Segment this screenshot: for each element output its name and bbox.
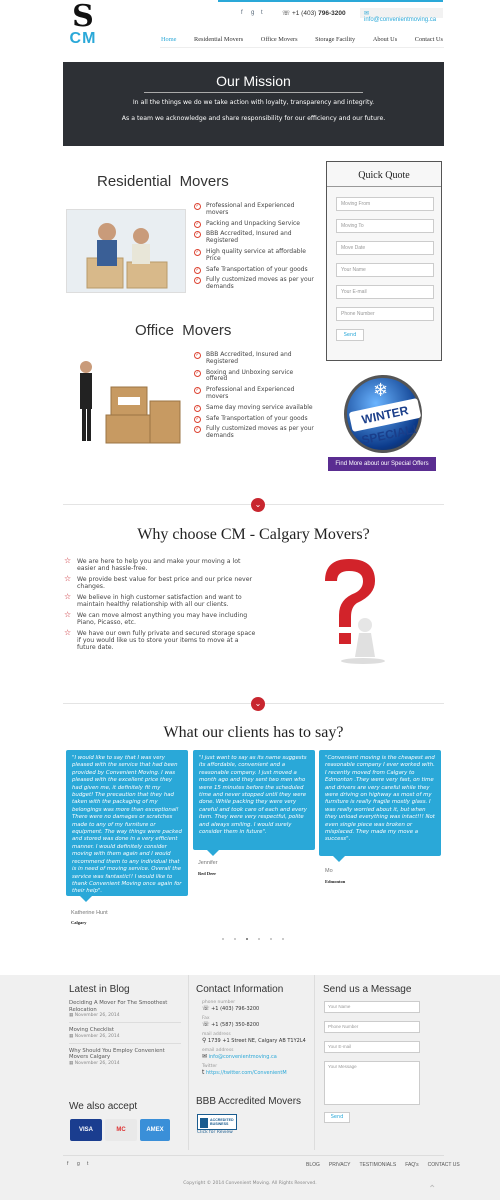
footer-link-privacy[interactable]: PRIVACY: [328, 1162, 351, 1168]
residential-heading: [97, 173, 229, 190]
header-email[interactable]: [360, 8, 443, 23]
phone-icon: ☏: [202, 1005, 210, 1012]
carousel-dot[interactable]: [234, 938, 236, 940]
facebook-icon[interactable]: f: [67, 1161, 69, 1167]
mission-rule: [144, 92, 363, 93]
amex-card-icon: AMEX: [140, 1119, 170, 1141]
footer-link-faq[interactable]: FAQ's: [405, 1162, 419, 1168]
main-nav: [160, 34, 444, 48]
chevron-down-icon[interactable]: ⌄: [251, 498, 265, 512]
message-textarea[interactable]: Your Message: [324, 1061, 420, 1105]
bbb-badge[interactable]: [197, 1114, 237, 1130]
list-item: ✓ Professional and Experienced movers: [195, 202, 295, 216]
header-phone[interactable]: [282, 9, 346, 17]
testimonial-name: Katherine Hunt: [71, 910, 108, 916]
check-icon: ✓: [195, 203, 200, 209]
testimonial-card: [66, 750, 188, 896]
twitter-icon[interactable]: t: [87, 1161, 89, 1167]
star-icon: ☆: [64, 574, 72, 583]
phone-prefix: +1 (403): [291, 10, 317, 17]
phone-main: 796-3200: [318, 10, 346, 17]
moving-to-input[interactable]: Moving To: [336, 219, 434, 233]
blog-post-date: ▦ November 26, 2014: [69, 1033, 120, 1039]
list-item: ✓ Packing and Unpacking Service: [195, 219, 300, 227]
message-name-input[interactable]: Your Name: [324, 1001, 420, 1013]
residential-heading-a: Residential: [97, 173, 172, 190]
office-heading-a: Office: [135, 322, 174, 339]
bbb-review-link[interactable]: Click for Review: [197, 1130, 233, 1135]
contact-list: [202, 1000, 310, 1076]
list-item: ✓ Fully customized moves as per your demands: [195, 276, 314, 291]
special-offers-button[interactable]: Find More about our Special Offers: [328, 457, 436, 471]
testimonial-company: Red Deer: [198, 871, 217, 876]
facebook-icon[interactable]: f: [241, 10, 243, 16]
list-item: ✓ Same day moving service available: [195, 403, 313, 411]
list-item: ☆ We can move almost anything you may have including Piano, Picasso, etc.: [64, 610, 248, 626]
copyright-text: Copyright © 2014 Convenient Moving. All Rights Reserved.: [183, 1181, 317, 1186]
clients-heading: What our clients has to say?: [163, 724, 344, 741]
list-item: ☆ We provide best value for best price and our price never changes.: [64, 574, 253, 590]
testimonial-card: [193, 750, 315, 850]
mail-icon: ✉: [202, 1053, 208, 1060]
blog-heading: Latest in Blog: [69, 984, 130, 995]
testimonial-text: "I would like to say that I was very pleased with the service that had been provided by Convenient Moving. I was pleased with the excellent price they had given me, it definitely fit my budget! The precaution that they had taken with the packaging of my belongings was more than exceptional! There were no damages or scratches made to any of my furniture or equipment. The way things were packed and stored was done in a very efficient manner. I would definitely consider moving with them again and I would recommend them to any individual that is in need of moving service. Overall the service was fantastic!! I would like to thank Convenient Moving once again for their help".: [72, 755, 182, 895]
phone-icon: ☏: [282, 10, 291, 17]
bbb-logo-icon: [200, 1118, 208, 1128]
list-item: ☆ We believe in high customer satisfaction and want to maintain healthy relationship with all our clients.: [64, 592, 242, 608]
winter-special-label: WINTER SPECIAL!: [349, 398, 422, 432]
bbb-heading: BBB Accredited Movers: [196, 1096, 302, 1107]
star-icon: ☆: [64, 610, 72, 619]
residential-photo: [66, 209, 186, 293]
message-email-input[interactable]: Your E-mail: [324, 1041, 420, 1053]
list-item: ✓ BBB Accredited, Insured and Registered: [195, 351, 292, 365]
nav-storage[interactable]: Storage Facility: [315, 36, 356, 43]
check-icon: ✓: [195, 426, 200, 433]
blog-post-date: ▦ November 26, 2014: [69, 1060, 120, 1066]
mail-icon: ✉: [364, 11, 370, 17]
mastercard-icon: MC: [105, 1119, 137, 1141]
office-heading: [135, 322, 231, 339]
carousel-dot[interactable]: [222, 938, 224, 940]
testimonial-text: "Convenient moving is the cheapest and reasonable company I ever worked with. I recently moved from Calgary to Edmonton .They were very fast, on time and drivers are very careful while they were driving on highway as most of my furniture is really fragile mostly glass. I was really worried about it, but when they unload everything was intact!!! Not even single piece was broken or misplaced. They made my move a success".: [325, 755, 435, 843]
footer-separator: [188, 975, 189, 1150]
your-email-input[interactable]: Your E-mail: [336, 285, 434, 299]
footer: [0, 975, 500, 1200]
blog-list: [69, 1000, 181, 1066]
office-heading-b: Movers: [182, 322, 232, 339]
testimonial-name: Mo: [325, 868, 333, 874]
why-list: [64, 558, 256, 655]
logo-mark: S: [72, 0, 94, 34]
move-date-input[interactable]: Move Date: [336, 241, 434, 255]
footer-link-testimonials[interactable]: TESTIMONIALS: [359, 1162, 397, 1168]
contact-address: ⚲ 1739 +1 Street NE, Calgary AB T1Y2L4: [202, 1037, 306, 1044]
twitter-icon: t: [202, 1069, 205, 1076]
list-item: ✓ Safe Transportation of your goods: [195, 414, 308, 422]
contact-heading: Contact Information: [196, 984, 284, 995]
list-item: ☆ We have our own fully private and secured storage space if you would like us to store your items to move at a future date.: [64, 628, 256, 651]
chevron-down-icon[interactable]: ⌄: [251, 697, 265, 711]
google-plus-icon[interactable]: g: [251, 10, 255, 16]
nav-residential[interactable]: Residential Movers: [194, 36, 244, 43]
list-item: ✓ Professional and Experienced movers: [195, 386, 295, 400]
snowflake-icon: ❄: [373, 380, 389, 401]
blog-post-link[interactable]: Deciding A Mover For The Smoothest Relocation: [69, 1000, 168, 1013]
blog-post-date: ▦ November 26, 2014: [69, 1013, 120, 1018]
quick-quote-title: Quick Quote: [358, 170, 410, 181]
mission-title: Our Mission: [216, 73, 291, 89]
list-item: ✓ Fully customized moves as per your demands: [195, 425, 314, 440]
question-mark-figure: [305, 555, 391, 667]
residential-list: [194, 203, 316, 295]
footer-links: [306, 1162, 460, 1168]
list-item: ✓ BBB Accredited, Insured and Registered: [195, 230, 292, 245]
list-item: ✓ Boxing and Unboxing service offered: [195, 368, 294, 383]
blog-post-link[interactable]: Moving Checklist: [69, 1027, 114, 1033]
your-name-input[interactable]: Your Name: [336, 263, 434, 277]
check-icon: ✓: [195, 266, 200, 273]
check-icon: ✓: [195, 369, 200, 376]
list-item: ✓ Safe Transportation of your goods: [195, 265, 308, 273]
star-icon: ☆: [64, 628, 72, 637]
blog-separator: [69, 1022, 181, 1023]
testimonial-text: "I just want to say as its name suggests its affordable, convenient and a reasonable company. I just moved a month ago and they sent two men who were 15 minutes before the scheduled time and never stopped until they were done. While packing they were very careful and took care of each and every item. They were very respectful, polite and always smiling. I would surely consider them in future".: [199, 755, 307, 836]
mission-line-2: As a team we acknowledge and share responsibility for our efficiency and our future.: [121, 115, 386, 122]
phone-number-input[interactable]: Phone Number: [336, 307, 434, 321]
mission-line-1: In all the things we do we take action with loyalty, transparency and integrity.: [132, 99, 375, 106]
message-heading: Send us a Message: [323, 984, 412, 995]
footer-link-contact[interactable]: CONTACT US: [427, 1162, 460, 1168]
contact-label: email address: [202, 1048, 234, 1053]
mission-banner: [63, 62, 444, 146]
residential-heading-b: Movers: [179, 173, 229, 190]
visa-card-icon: VISA: [70, 1119, 102, 1141]
testimonial-card: [319, 750, 441, 856]
list-item: ✓ High quality service at affordable Price: [195, 247, 306, 262]
carousel-dot[interactable]: [258, 938, 260, 940]
list-item: ☆ We are here to help you and make your moving a lot easier and hassle-free.: [64, 556, 241, 572]
contact-label: phone number: [202, 1000, 236, 1005]
blog-separator: [69, 1043, 181, 1044]
testimonial-company: Calgary: [71, 920, 87, 925]
star-icon: ☆: [64, 592, 72, 601]
footer-link-blog[interactable]: BLOG: [306, 1162, 320, 1168]
blog-post-link[interactable]: Why Should You Employ Convenient Movers Calgary: [69, 1047, 165, 1060]
check-icon: ✓: [195, 387, 200, 394]
carousel-dot[interactable]: [282, 938, 284, 940]
quote-rule: [327, 186, 441, 187]
nav-office[interactable]: Office Movers: [260, 36, 298, 43]
contact-label: mail address: [202, 1032, 231, 1037]
office-list: [194, 352, 316, 444]
contact-label: Fax: [202, 1016, 210, 1021]
carousel-dot[interactable]: [246, 938, 248, 940]
logo-letters: CM: [69, 30, 97, 47]
nav-home[interactable]: Home: [161, 36, 177, 43]
scroll-top-icon[interactable]: ⌃: [428, 1184, 437, 1195]
check-icon: ✓: [195, 220, 200, 227]
carousel-dot[interactable]: [270, 938, 272, 940]
office-photo: [66, 355, 186, 447]
top-accent-line: [218, 0, 443, 2]
bbb-badge-text: ACCREDITED BUSINESS: [210, 1118, 234, 1126]
calendar-icon: ▦: [69, 1013, 74, 1018]
contact-twitter[interactable]: t https://twitter.com/ConvenientM: [202, 1069, 287, 1076]
why-heading: Why choose CM - Calgary Movers?: [137, 526, 370, 543]
site-logo[interactable]: [66, 0, 100, 58]
header-email-text: info@convenientmoving.ca: [364, 17, 437, 23]
google-plus-icon[interactable]: g: [77, 1161, 80, 1167]
footer-separator: [314, 975, 315, 1150]
map-pin-icon: ⚲: [202, 1037, 207, 1044]
check-icon: ✓: [195, 248, 200, 255]
contact-fax: ☏ +1 (587) 350-8200: [202, 1021, 260, 1028]
message-phone-input[interactable]: Phone Number: [324, 1021, 420, 1033]
nav-contact[interactable]: Contact Us: [414, 36, 443, 43]
moving-from-input[interactable]: Moving From: [336, 197, 434, 211]
contact-email[interactable]: ✉ info@convenientmoving.ca: [202, 1053, 277, 1060]
star-icon: ☆: [64, 556, 72, 565]
accept-heading: We also accept: [69, 1101, 138, 1112]
fax-icon: ☏: [202, 1021, 210, 1028]
twitter-icon[interactable]: t: [261, 10, 263, 16]
check-icon: ✓: [195, 352, 200, 358]
check-icon: ✓: [195, 415, 200, 422]
quick-quote-form: [326, 161, 442, 361]
check-icon: ✓: [195, 231, 200, 238]
testimonial-company: Edmonton: [325, 879, 346, 884]
quote-send-button[interactable]: Send: [336, 329, 364, 341]
calendar-icon: ▦: [69, 1060, 74, 1066]
contact-label: Twitter: [202, 1064, 218, 1069]
check-icon: ✓: [195, 277, 200, 284]
message-send-button[interactable]: Send: [324, 1112, 350, 1123]
calendar-icon: ▦: [69, 1033, 74, 1039]
testimonial-name: Jennifer: [198, 860, 218, 866]
footer-rule: [63, 1155, 444, 1156]
contact-phone[interactable]: ☏ +1 (403) 796-3200: [202, 1005, 260, 1012]
nav-about[interactable]: About Us: [372, 36, 398, 43]
check-icon: ✓: [195, 404, 200, 411]
